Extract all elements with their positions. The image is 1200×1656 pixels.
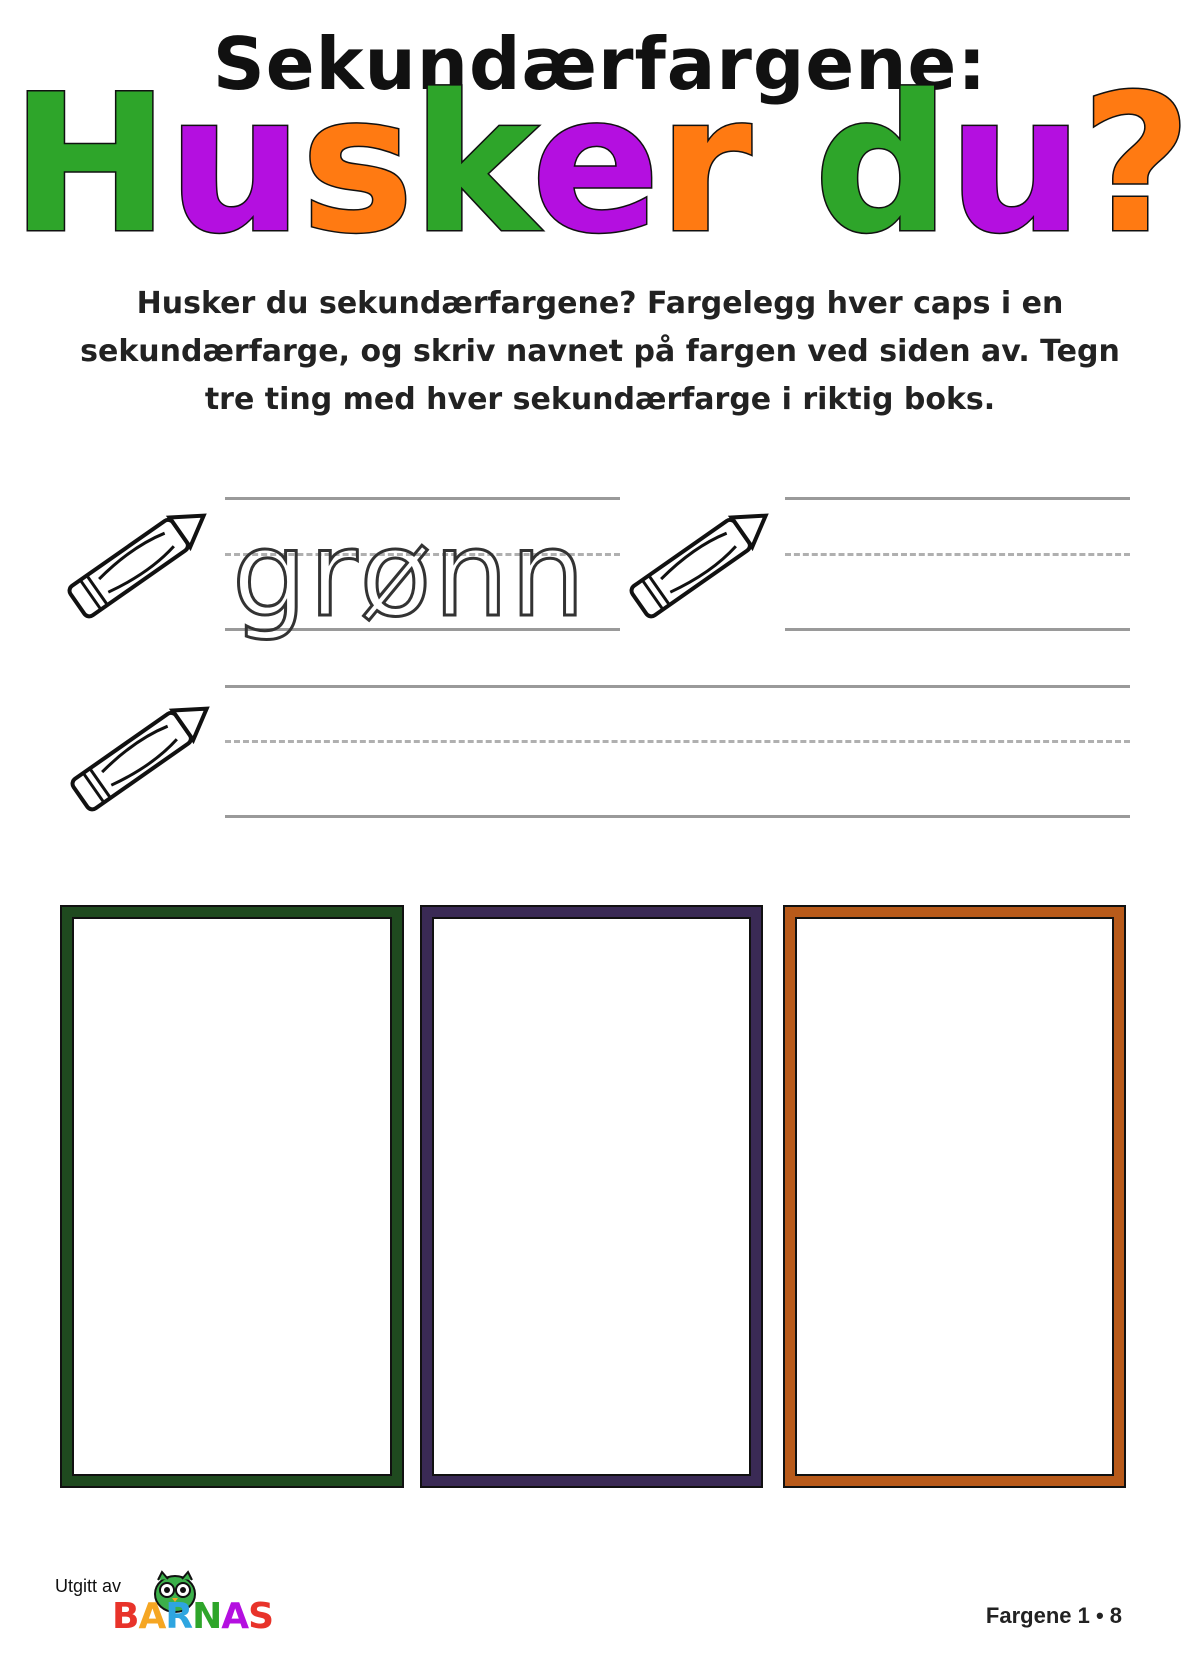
crayon-icon[interactable] <box>58 685 228 820</box>
logo-letter: B <box>112 1596 139 1637</box>
drawing-box-inner <box>432 917 751 1476</box>
drawing-box-inner <box>72 917 392 1476</box>
drawing-box-green[interactable] <box>60 905 404 1488</box>
crayon-icon[interactable] <box>617 492 787 627</box>
writing-line-top <box>785 497 1130 500</box>
title-letter: e <box>531 54 659 275</box>
title-letter: d <box>813 54 948 275</box>
instructions-text: Husker du sekundærfargene? Fargelegg hver caps i en sekundærfarge, og skriv navnet på fargen ved siden av. Tegn tre ting med hver sekundærfarge i riktig boks. <box>80 286 1120 417</box>
logo-letter: S <box>248 1596 274 1637</box>
drawing-box-orange[interactable] <box>783 905 1126 1488</box>
barnas-logo <box>112 1596 273 1637</box>
logo-letter: N <box>192 1596 222 1637</box>
title-letter: r <box>658 54 750 275</box>
title-letter: H <box>10 54 168 275</box>
writing-line-mid <box>225 740 1130 743</box>
title-letter: s <box>300 54 412 275</box>
logo-letter: R <box>165 1596 193 1637</box>
writing-line-base[interactable] <box>225 815 1130 818</box>
title-letter: u <box>167 54 301 275</box>
title-letter: ? <box>1081 54 1190 275</box>
crayon-icon[interactable] <box>55 492 225 627</box>
page-number: Fargene 1 • 8 <box>985 1603 1122 1628</box>
writing-line-top <box>225 685 1130 688</box>
logo-letter: A <box>221 1596 249 1637</box>
writing-line-mid <box>785 553 1130 556</box>
title-letter: k <box>411 54 532 275</box>
traced-example-word: grønn <box>232 505 588 643</box>
writing-line-top <box>225 497 620 500</box>
drawing-box-purple[interactable] <box>420 905 763 1488</box>
title-space <box>750 54 814 275</box>
title-letter: u <box>947 54 1082 275</box>
worksheet-subtitle: Sekundærfargene: <box>212 22 988 106</box>
writing-line-base[interactable] <box>785 628 1130 631</box>
drawing-box-inner <box>795 917 1114 1476</box>
logo-letter: A <box>138 1596 166 1637</box>
publisher-label: Utgitt av <box>55 1576 122 1596</box>
